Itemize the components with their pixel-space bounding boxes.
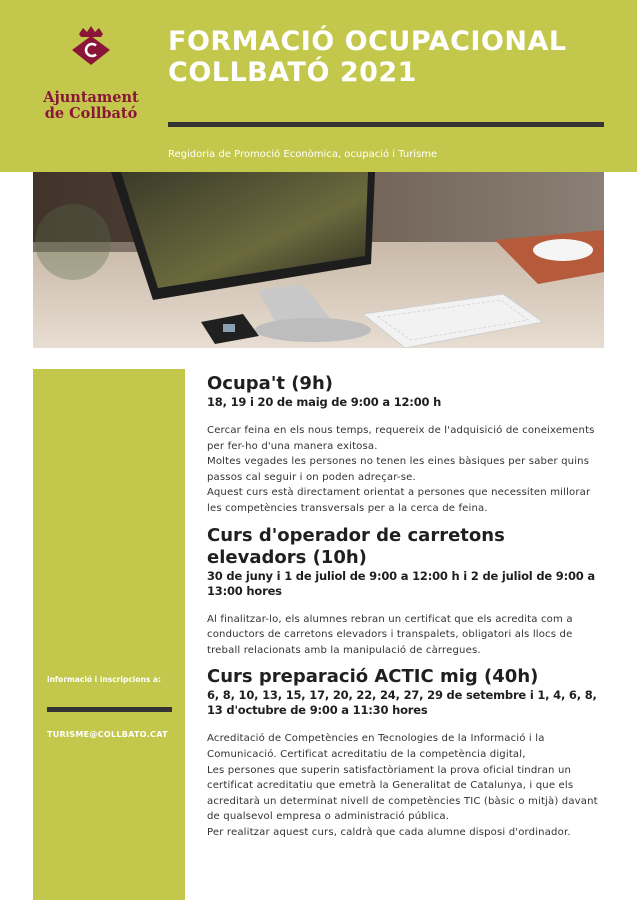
logo-line-2: de Collbató — [44, 105, 138, 122]
header-banner — [0, 0, 637, 172]
sidebar-divider — [47, 707, 172, 712]
page-title — [168, 26, 608, 88]
course-actic — [207, 666, 607, 840]
course-description: Acreditació de Competències en Tecnologies de la Informació i la Comunicació. Certificat acreditatiu de la competència digital, Les persones que superin satisfactòriament la prova oficial tindran un certificat acreditatiu que emetrà la Generalitat de Catalunya, i que els acreditarà un determinat nivell de competències TIC (bàsic o mitjà) davant de qualsevol empresa o administració pública. Per realitzar aquest curs, caldrà que cada alumne disposi d'ordinador. — [207, 733, 598, 838]
course-ocupat — [207, 373, 607, 517]
course-title: Curs preparació ACTIC mig (40h) — [207, 666, 539, 688]
sidebar-panel — [33, 369, 185, 900]
info-label: informació i inscripcions a: — [47, 675, 161, 684]
course-title: Ocupa't (9h) — [207, 373, 333, 394]
ajuntament-logo — [32, 26, 150, 136]
computer-desk-image — [33, 172, 604, 348]
course-title: Curs d'operador de carretons elevadors (10h) — [207, 524, 505, 568]
course-description: Cercar feina en els nous temps, requereix de l'adquisició de coneixements per fer-ho d'una manera exitosa. Moltes vegades les persones no tenen les eines bàsiques per saber quins passos cal seguir i on poden adreçar-se. Aquest curs està directament orientat a persones que necessiten millorar les competències transversals per a la cerca de feina. — [207, 425, 595, 514]
courses-list — [207, 373, 607, 849]
course-dates: 18, 19 i 20 de maig de 9:00 a 12:00 h — [207, 395, 442, 409]
course-description: Al finalitzar-lo, els alumnes rebran un certificat que els acredita com a conductors de carretons elevadors i transpalets, obligatori als llocs de treball relacionats amb la manipulació de càrregues. — [207, 613, 573, 656]
contact-email-link[interactable]: TURISME@COLLBATO.CAT — [47, 730, 168, 739]
course-dates: 30 de juny i 1 de juliol de 9:00 a 12:00 h i 2 de juliol de 9:00 a 13:00 hores — [207, 568, 595, 598]
desk-computer-photo — [33, 172, 604, 348]
logo-line-1: Ajuntament — [43, 89, 139, 106]
title-line-1: FORMACIÓ OCUPACIONAL — [168, 26, 567, 57]
coat-of-arms-icon — [70, 26, 112, 66]
course-dates: 6, 8, 10, 13, 15, 17, 20, 22, 24, 27, 29 de setembre i 1, 4, 6, 8, 13 d'octubre de 9:00 a 11:30 hores — [207, 688, 597, 718]
page-subtitle: Regidoria de Promoció Econòmica, ocupació i Turisme — [168, 149, 438, 160]
title-divider — [168, 122, 604, 127]
course-carretons — [207, 525, 607, 659]
title-line-2: COLLBATÓ 2021 — [168, 57, 417, 88]
